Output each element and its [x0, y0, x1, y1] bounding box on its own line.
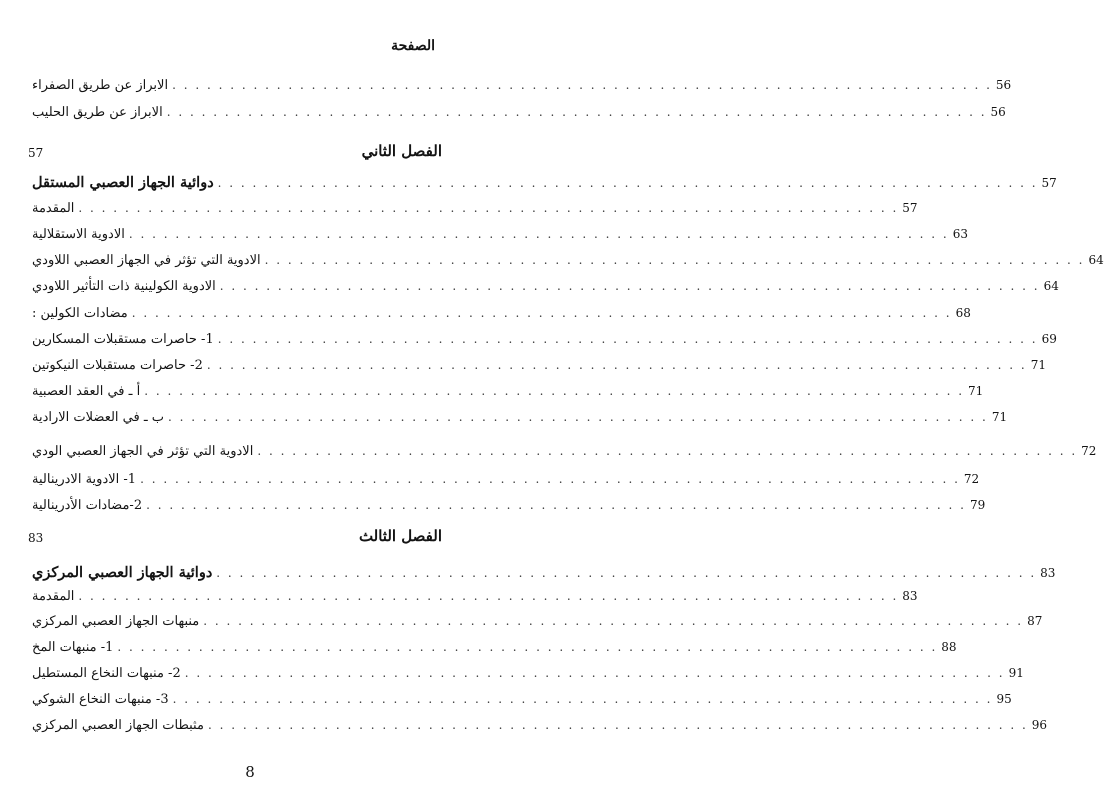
toc-entry-page: 69	[1041, 332, 1057, 346]
toc-entry	[26, 498, 986, 513]
toc-entry-page: 83	[1040, 566, 1056, 580]
toc-entry-title: المقدمة	[32, 589, 75, 604]
toc-entry-title: الادوية الاستقلالية	[32, 227, 125, 242]
toc-entry	[26, 692, 1012, 707]
dot-leader: . . . . . . . . . . . . . . . . . . . . . . . . . . . . . . . . . . . . . . . . . . . . . . . . . . . . . . . . . . . . . . . . . . . . . . .	[217, 176, 1038, 190]
toc-entry	[26, 384, 984, 399]
dot-leader: . . . . . . . . . . . . . . . . . . . . . . . . . . . . . . . . . . . . . . . . . . . . . . . . . . . . . . . . . . . . . . . . . . . . . . .	[217, 332, 1038, 346]
toc-entry-title: دوائية الجهاز العصبي المركزي	[32, 564, 213, 581]
toc-entry-page: 96	[1031, 718, 1048, 732]
toc-entry-title: مضادات الكولين :	[32, 306, 128, 321]
toc-entry-page: 87	[1027, 614, 1043, 628]
toc-entry-page: 79	[969, 498, 986, 512]
toc-entry-page: 57	[1041, 176, 1057, 190]
toc-entry-title: 2- منبهات النخاع المستطيل	[32, 666, 181, 681]
toc-entry	[26, 105, 1006, 120]
dot-leader: . . . . . . . . . . . . . . . . . . . . . . . . . . . . . . . . . . . . . . . . . . . . . . . . . . . . . . . . . . . . . . . . . . . . . . .	[78, 589, 899, 603]
dot-leader: . . . . . . . . . . . . . . . . . . . . . . . . . . . . . . . . . . . . . . . . . . . . . . . . . . . . . . . . . . . . . . . . . . . . . . .	[168, 410, 988, 424]
toc-entry-page: 64	[1088, 253, 1104, 267]
dot-leader: . . . . . . . . . . . . . . . . . . . . . . . . . . . . . . . . . . . . . . . . . . . . . . . . . . . . . . . . . . . . . . . . . . . . . . .	[78, 201, 899, 215]
toc-entry-title: مثبطات الجهاز العصبي المركزي	[32, 718, 204, 733]
toc-entry	[26, 589, 918, 604]
dot-leader: . . . . . . . . . . . . . . . . . . . . . . . . . . . . . . . . . . . . . . . . . . . . . . . . . . . . . . . . . . . . . . . . . . . . . . .	[184, 666, 1005, 680]
toc-entry-page: 88	[941, 640, 957, 654]
toc-entry	[26, 564, 1056, 581]
dot-leader: . . . . . . . . . . . . . . . . . . . . . . . . . . . . . . . . . . . . . . . . . . . . . . . . . . . . . . . . . . . . . . . . . . . . . . .	[219, 279, 1040, 293]
toc-entry-title: 1- الادوية الادرينالية	[32, 472, 137, 487]
toc-entry-page: 68	[955, 306, 971, 320]
toc-entry-title: 1- منبهات المخ	[32, 640, 114, 655]
toc-entry	[26, 410, 1008, 425]
toc-entry-page: 71	[991, 410, 1008, 424]
toc-entry	[26, 614, 1043, 629]
dot-leader: . . . . . . . . . . . . . . . . . . . . . . . . . . . . . . . . . . . . . . . . . . . . . . . . . . . . . . . . . . . . . . . . . . . . . . .	[128, 227, 949, 241]
toc-entry-title: 1- حاصرات مستقبلات المسكارين	[32, 332, 214, 347]
toc-entry-page: 71	[968, 384, 984, 398]
toc-entry-title: الادوية الكولينية ذات التأثير اللاودي	[32, 279, 216, 294]
dot-leader: . . . . . . . . . . . . . . . . . . . . . . . . . . . . . . . . . . . . . . . . . . . . . . . . . . . . . . . . . . . . . . . . . . . . . . .	[172, 78, 992, 92]
toc-entry-page: 64	[1043, 279, 1059, 293]
toc-entry-title: أ ـ في العقد العصبية	[32, 384, 141, 399]
toc-entry-title: الادوية التي تؤثر في الجهاز العصبي الودي	[32, 444, 254, 459]
toc-entry-title: منبهات الجهاز العصبي المركزي	[32, 614, 200, 629]
dot-leader: . . . . . . . . . . . . . . . . . . . . . . . . . . . . . . . . . . . . . . . . . . . . . . . . . . . . . . . . . . . . . . . . . . . . . . .	[131, 306, 952, 320]
toc-entry	[26, 78, 1012, 93]
toc-entry	[26, 174, 1057, 191]
toc-entry-title: دوائية الجهاز العصبي المستقل	[32, 174, 214, 191]
dot-leader: . . . . . . . . . . . . . . . . . . . . . . . . . . . . . . . . . . . . . . . . . . . . . . . . . . . . . . . . . . . . . . . . . . . . . . .	[172, 692, 993, 706]
toc-entry-title: الابراز عن طريق الحليب	[32, 105, 163, 120]
toc-entry-title: المقدمة	[32, 201, 75, 216]
toc-entry	[26, 253, 1104, 268]
toc-entry-page: 91	[1008, 666, 1024, 680]
toc-entry	[26, 201, 918, 216]
dot-leader: . . . . . . . . . . . . . . . . . . . . . . . . . . . . . . . . . . . . . . . . . . . . . . . . . . . . . . . . . . . . . . . . . . . . . . .	[146, 498, 966, 512]
toc-entry	[26, 332, 1057, 347]
toc-entry	[26, 640, 957, 655]
dot-leader: . . . . . . . . . . . . . . . . . . . . . . . . . . . . . . . . . . . . . . . . . . . . . . . . . . . . . . . . . . . . . . . . . . . . . . .	[206, 358, 1027, 372]
toc-entry	[26, 279, 1059, 294]
toc-entry	[26, 472, 980, 487]
toc-entry-page: 83	[902, 589, 918, 603]
toc-entry-page: 71	[1030, 358, 1046, 372]
toc-entry-page: 56	[990, 105, 1006, 119]
dot-leader: . . . . . . . . . . . . . . . . . . . . . . . . . . . . . . . . . . . . . . . . . . . . . . . . . . . . . . . . . . . . . . . . . . . . . . .	[166, 105, 987, 119]
dot-leader: . . . . . . . . . . . . . . . . . . . . . . . . . . . . . . . . . . . . . . . . . . . . . . . . . . . . . . . . . . . . . . . . . . . . . . .	[140, 472, 960, 486]
toc-entry	[26, 666, 1024, 681]
toc-entry-title: 2- حاصرات مستقبلات النيكوتين	[32, 358, 203, 373]
chapter-page-number: 57	[28, 146, 44, 160]
toc-entry-page: 72	[1081, 444, 1097, 458]
toc-entry-page: 56	[995, 78, 1012, 92]
toc-entry-title: ب ـ في العضلات الارادية	[32, 410, 165, 425]
toc-entry-page: 72	[963, 472, 980, 486]
page-number: 8	[245, 763, 255, 781]
toc-entry-page: 57	[902, 201, 918, 215]
toc-entry	[26, 718, 1048, 733]
toc-entry-page: 95	[996, 692, 1012, 706]
toc-entry	[26, 444, 1097, 459]
toc-entry	[26, 227, 968, 242]
toc-entry-page: 63	[952, 227, 968, 241]
page-column-header: الصفحة	[391, 38, 435, 54]
toc-entry	[26, 358, 1046, 373]
dot-leader: . . . . . . . . . . . . . . . . . . . . . . . . . . . . . . . . . . . . . . . . . . . . . . . . . . . . . . . . . . . . . . . . . . . . . . .	[264, 253, 1085, 267]
toc-entry-title: الادوية التي تؤثر في الجهاز العصبي اللاودي	[32, 253, 261, 268]
chapter-heading: الفصل الثاني	[361, 142, 442, 160]
toc-entry	[26, 306, 971, 321]
dot-leader: . . . . . . . . . . . . . . . . . . . . . . . . . . . . . . . . . . . . . . . . . . . . . . . . . . . . . . . . . . . . . . . . . . . . . . .	[207, 718, 1028, 732]
dot-leader: . . . . . . . . . . . . . . . . . . . . . . . . . . . . . . . . . . . . . . . . . . . . . . . . . . . . . . . . . . . . . . . . . . . . . . .	[203, 614, 1024, 628]
dot-leader: . . . . . . . . . . . . . . . . . . . . . . . . . . . . . . . . . . . . . . . . . . . . . . . . . . . . . . . . . . . . . . . . . . . . . . .	[216, 566, 1037, 580]
toc-entry-title: الابراز عن طريق الصفراء	[32, 78, 169, 93]
chapter-heading: الفصل الثالث	[358, 527, 442, 545]
toc-entry-title: 3- منبهات النخاع الشوكي	[32, 692, 169, 707]
toc-entry-title: 2-مضادات الأدرينالية	[32, 498, 143, 513]
dot-leader: . . . . . . . . . . . . . . . . . . . . . . . . . . . . . . . . . . . . . . . . . . . . . . . . . . . . . . . . . . . . . . . . . . . . . . .	[117, 640, 938, 654]
dot-leader: . . . . . . . . . . . . . . . . . . . . . . . . . . . . . . . . . . . . . . . . . . . . . . . . . . . . . . . . . . . . . . . . . . . . . . .	[257, 444, 1078, 458]
dot-leader: . . . . . . . . . . . . . . . . . . . . . . . . . . . . . . . . . . . . . . . . . . . . . . . . . . . . . . . . . . . . . . . . . . . . . . .	[144, 384, 965, 398]
chapter-page-number: 83	[28, 531, 44, 545]
